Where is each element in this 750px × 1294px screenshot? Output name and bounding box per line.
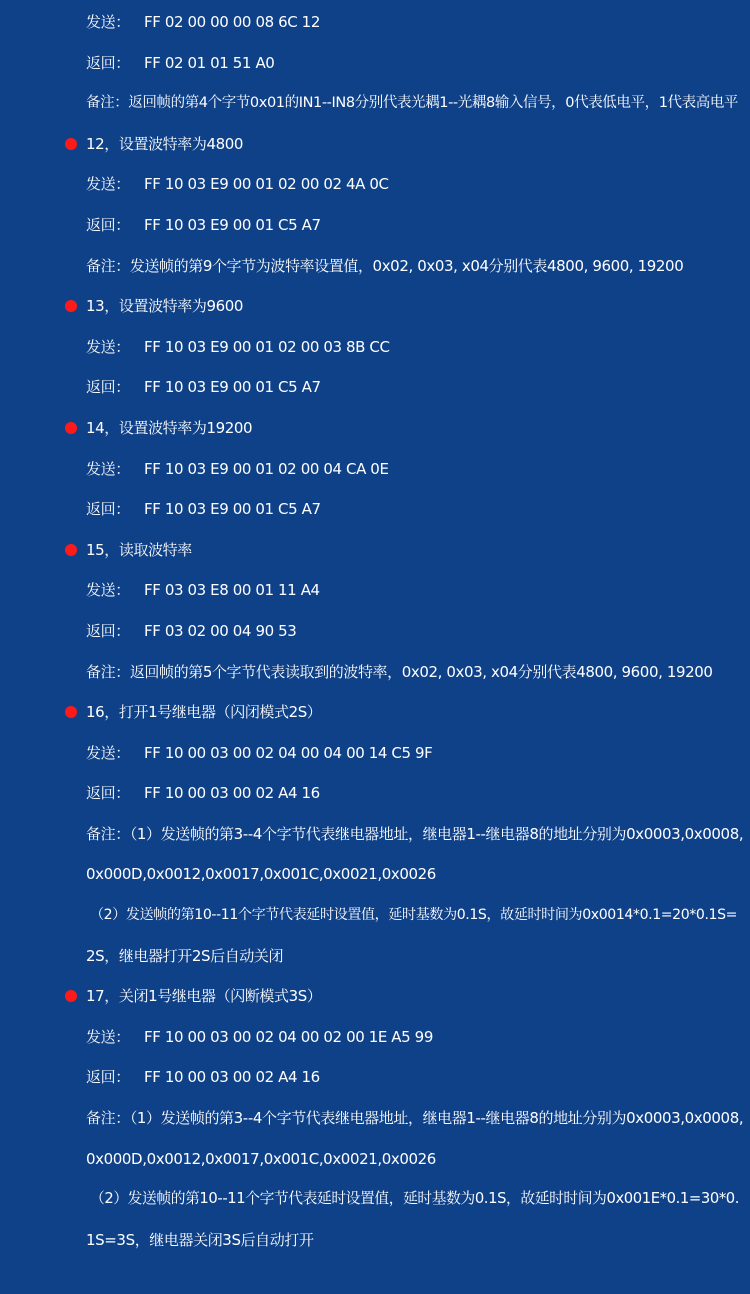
reply-value: FF 10 03 E9 00 01 C5 A7 [144,500,321,519]
reply-line [0,773,750,814]
note-text: 返回帧的第5个字节代表读取到的波特率，0x02, 0x03, x04分别代表4800, 9600, 19200 [129,662,713,681]
section-title: 13，设置波特率为9600 [86,297,244,316]
send-value: FF 10 00 03 00 02 04 00 02 00 1E A5 99 [144,1027,433,1046]
note-continuation [0,1220,750,1261]
send-line [0,327,750,368]
note-line [0,1098,750,1139]
reply-line [0,367,750,408]
note-text: （2）发送帧的第10--11个字节代表延时设置值，延时基数为0.1S，故延时时间为0x0014*0.1=20*0.1S= [90,907,738,924]
send-line [0,164,750,205]
reply-label: 返回： [86,53,130,72]
reply-label: 返回： [86,378,130,397]
note-continuation [0,1179,750,1220]
send-value: FF 10 03 E9 00 01 02 00 02 4A 0C [144,175,389,194]
note-text: （1）发送帧的第3--4个字节代表继电器地址，继电器1--继电器8的地址分别为0x0003,0x0008, [129,824,744,843]
note-line [0,814,750,855]
reply-label: 返回： [86,1068,130,1087]
send-label: 发送： [86,1027,130,1046]
section-title: 17，关闭1号继电器（闪断模式3S） [86,987,322,1006]
section-15-heading [0,530,750,571]
reply-label: 返回： [86,215,130,234]
section-title: 14，设置波特率为19200 [86,418,253,437]
note-label: 备注： [86,824,130,843]
bullet-dot [65,138,77,150]
reply-label: 返回： [86,784,130,803]
bullet-dot [65,544,77,556]
send-line [0,570,750,611]
note-text: （1）发送帧的第3--4个字节代表继电器地址，继电器1--继电器8的地址分别为0x0003,0x0008, [129,1109,744,1128]
reply-value: FF 10 03 E9 00 01 C5 A7 [144,378,321,397]
send-label: 发送： [86,337,130,356]
note-text: 1S=3S，继电器关闭3S后自动打开 [86,1230,314,1249]
section-17-heading [0,976,750,1017]
send-line [0,1017,750,1058]
send-value: FF 03 03 E8 00 01 11 A4 [144,581,320,600]
section-12-heading [0,124,750,165]
reply-value: FF 03 02 00 04 90 53 [144,621,297,640]
send-value: FF 10 03 E9 00 01 02 00 03 8B CC [144,337,390,356]
section-13-heading [0,286,750,327]
note-continuation [0,895,750,936]
section-14-heading [0,408,750,449]
send-label: 发送： [86,581,130,600]
reply-label: 返回： [86,621,130,640]
note-text: 0x000D,0x0012,0x0017,0x001C,0x0021,0x0026 [86,865,436,884]
note-text: 0x000D,0x0012,0x0017,0x001C,0x0021,0x0026 [86,1149,436,1168]
note-label: 备注： [86,95,129,112]
reply-value: FF 02 01 01 51 A0 [144,53,275,72]
reply-value: FF 10 00 03 00 02 A4 16 [144,784,320,803]
note-text: 2S，继电器打开2S后自动关闭 [86,946,284,965]
note-line [0,246,750,287]
section-title: 15，读取波特率 [86,540,192,559]
send-label: 发送： [86,13,130,31]
note-continuation [0,854,750,895]
bullet-dot [65,300,77,312]
note-continuation [0,1139,750,1180]
bullet-dot [65,990,77,1002]
section-title: 12，设置波特率为4800 [86,134,244,153]
send-label: 发送： [86,743,130,762]
reply-value: FF 10 03 E9 00 01 C5 A7 [144,215,321,234]
send-value: FF 10 03 E9 00 01 02 00 04 CA 0E [144,459,389,478]
note-label: 备注： [86,256,130,275]
reply-line [0,489,750,530]
reply-value: FF 10 00 03 00 02 A4 16 [144,1068,320,1087]
send-value: FF 02 00 00 00 08 6C 12 [144,13,320,31]
send-label: 发送： [86,175,130,194]
note-label: 备注： [86,1109,130,1128]
reply-line [0,205,750,246]
note-text: 发送帧的第9个字节为波特率设置值，0x02, 0x03, x04分别代表4800, 9600, 19200 [129,256,684,275]
bullet-dot [65,422,77,434]
reply-label: 返回： [86,500,130,519]
send-line [0,733,750,774]
reply-line [0,43,750,84]
note-text: （2）发送帧的第10--11个字节代表延时设置值，延时基数为0.1S，故延时时间为0x001E*0.1=30*0. [90,1190,740,1208]
note-label: 备注： [86,662,130,681]
section-16-heading [0,692,750,733]
section-title: 16，打开1号继电器（闪闭模式2S） [86,703,322,722]
send-line [0,2,750,43]
bullet-dot [65,706,77,718]
note-continuation [0,936,750,977]
reply-line [0,1057,750,1098]
note-line [0,652,750,693]
reply-line [0,611,750,652]
send-value: FF 10 00 03 00 02 04 00 04 00 14 C5 9F [144,743,433,762]
send-line [0,449,750,490]
note-line [0,83,750,124]
send-label: 发送： [86,459,130,478]
note-text: 返回帧的第4个字节0x01的IN1--IN8分别代表光耦1--光耦8输入信号，0代表低电平，1代表高电平 [128,95,739,112]
